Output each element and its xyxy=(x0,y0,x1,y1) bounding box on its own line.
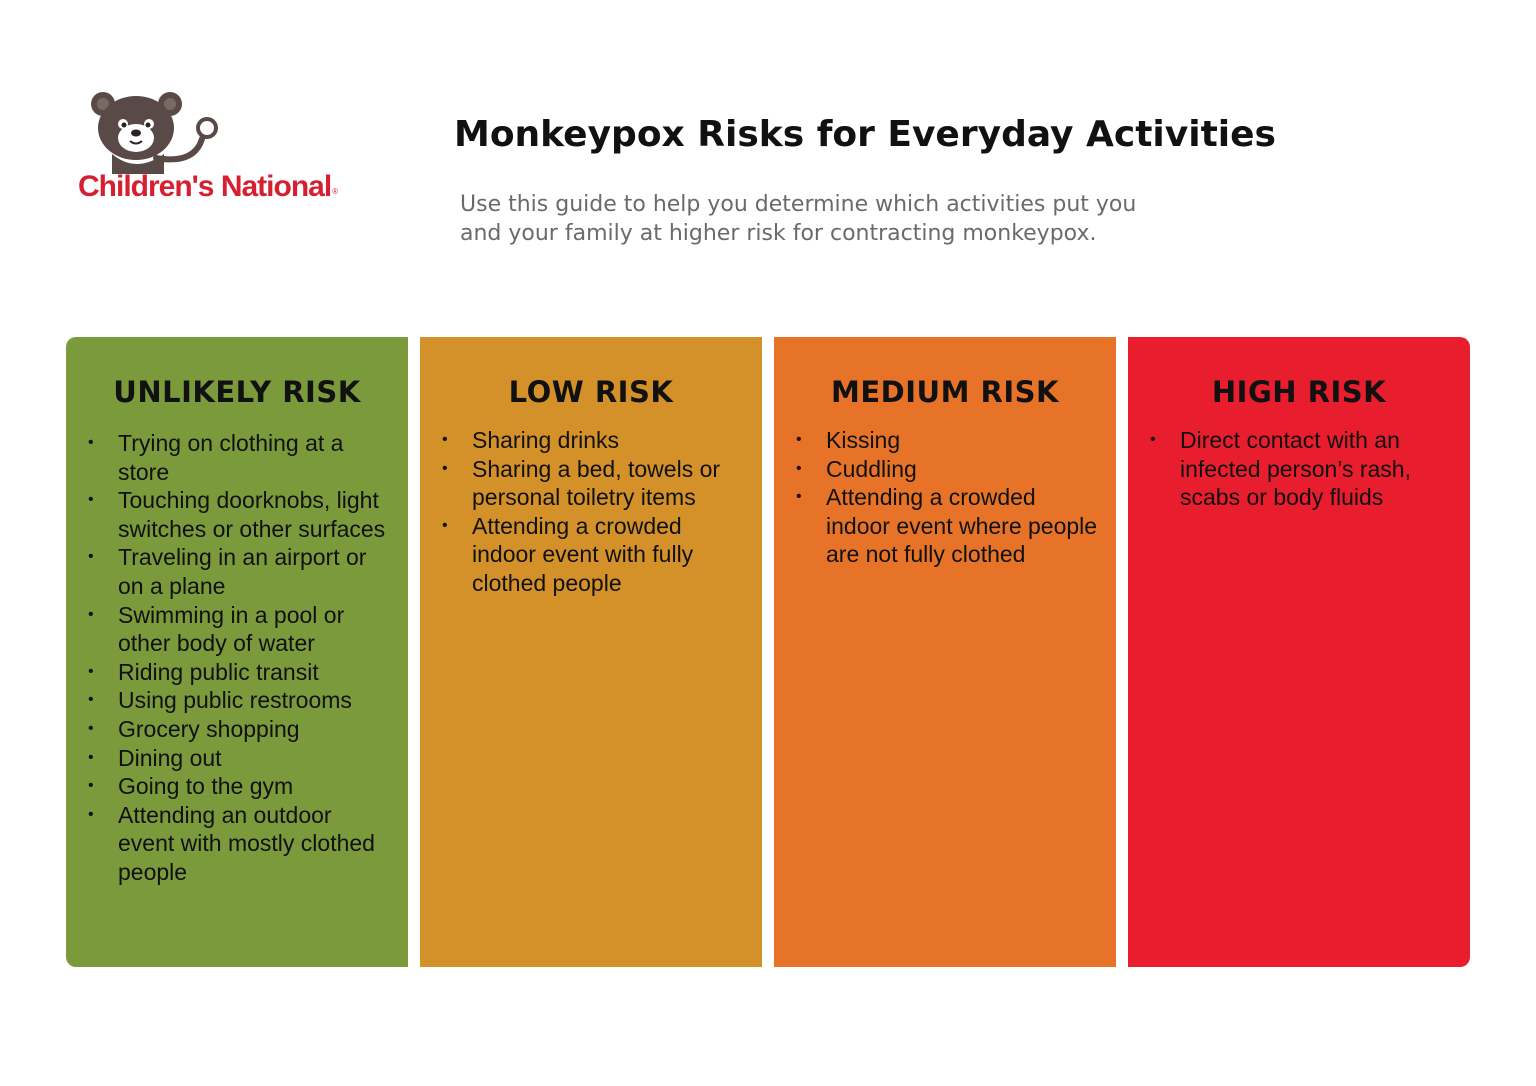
column-heading: UNLIKELY RISK xyxy=(113,375,361,409)
item-text: Going to the gym xyxy=(118,773,294,800)
list-item xyxy=(1150,426,1456,512)
bullet-icon: • xyxy=(88,662,94,680)
column-heading: LOW RISK xyxy=(508,375,674,409)
bullet-icon: • xyxy=(88,548,94,566)
list-item xyxy=(88,429,394,486)
activity-list xyxy=(796,426,1102,569)
list-item xyxy=(442,426,748,455)
item-text: Traveling in an airport or on a plane xyxy=(118,544,367,599)
list-item xyxy=(796,455,1102,484)
bullet-icon: • xyxy=(88,491,94,509)
high-risk-column xyxy=(1128,337,1470,967)
column-heading: HIGH RISK xyxy=(1211,375,1387,409)
bullet-icon: • xyxy=(442,459,448,477)
item-text: Touching doorknobs, light switches or other surfaces xyxy=(118,487,386,542)
bullet-icon: • xyxy=(442,516,448,534)
item-text: Using public restrooms xyxy=(118,687,352,714)
activity-list xyxy=(442,426,748,598)
list-item xyxy=(88,715,394,744)
bullet-icon: • xyxy=(88,748,94,766)
bullet-icon: • xyxy=(796,431,802,448)
item-text: Sharing drinks xyxy=(472,427,620,453)
list-item xyxy=(442,512,748,598)
bullet-icon: • xyxy=(796,488,802,506)
childrens-national-logo xyxy=(78,88,378,208)
item-text: Direct contact with an infected person’s rash, scabs or body fluids xyxy=(1180,427,1411,511)
bullet-icon: • xyxy=(88,605,94,623)
item-text: Cuddling xyxy=(826,455,917,482)
item-text: Swimming in a pool or other body of water xyxy=(118,601,345,657)
column-heading: MEDIUM RISK xyxy=(830,375,1059,409)
list-item xyxy=(796,426,1102,455)
list-item xyxy=(796,483,1102,569)
unlikely-risk-column xyxy=(66,337,408,967)
item-text: Riding public transit xyxy=(118,658,319,685)
item-text: Attending an outdoor event with mostly clothed people xyxy=(118,801,375,885)
medium-risk-column xyxy=(774,337,1116,967)
bullet-icon: • xyxy=(796,459,802,477)
bullet-icon: • xyxy=(88,691,94,709)
page-subtitle: Use this guide to help you determine which activities put you and your family at higher risk for contracting monkeypox. xyxy=(460,192,1137,246)
item-text: Attending a crowded indoor event with fully clothed people xyxy=(472,512,694,596)
item-text: Sharing a bed, towels or personal toiletry items xyxy=(472,455,721,511)
list-item xyxy=(88,486,394,543)
bullet-icon: • xyxy=(88,434,94,451)
list-item xyxy=(88,801,394,887)
bullet-icon: • xyxy=(88,805,94,823)
bear-with-stethoscope-icon xyxy=(90,88,220,174)
registered-mark: ® xyxy=(332,187,338,196)
bullet-icon: • xyxy=(88,719,94,737)
list-item xyxy=(88,686,394,715)
list-item xyxy=(442,455,748,512)
list-item xyxy=(88,744,394,773)
list-item xyxy=(88,601,394,658)
page-title: Monkeypox Risks for Everyday Activities xyxy=(454,114,1276,155)
item-text: Attending a crowded indoor event where people are not fully clothed xyxy=(826,484,1098,568)
brand-wordmark xyxy=(78,170,337,204)
item-text: Dining out xyxy=(118,744,222,771)
activity-list xyxy=(88,429,394,887)
list-item xyxy=(88,543,394,600)
list-item xyxy=(88,772,394,801)
bullet-icon: • xyxy=(442,431,448,448)
bullet-icon: • xyxy=(88,777,94,795)
list-item xyxy=(88,658,394,687)
low-risk-column xyxy=(420,337,762,967)
item-text: Kissing xyxy=(826,427,901,453)
item-text: Trying on clothing at a store xyxy=(118,430,344,485)
item-text: Grocery shopping xyxy=(118,715,300,742)
activity-list xyxy=(1150,426,1456,512)
risk-columns xyxy=(66,337,1470,967)
bullet-icon: • xyxy=(1150,431,1156,448)
brand-name: Children's National xyxy=(78,170,332,203)
